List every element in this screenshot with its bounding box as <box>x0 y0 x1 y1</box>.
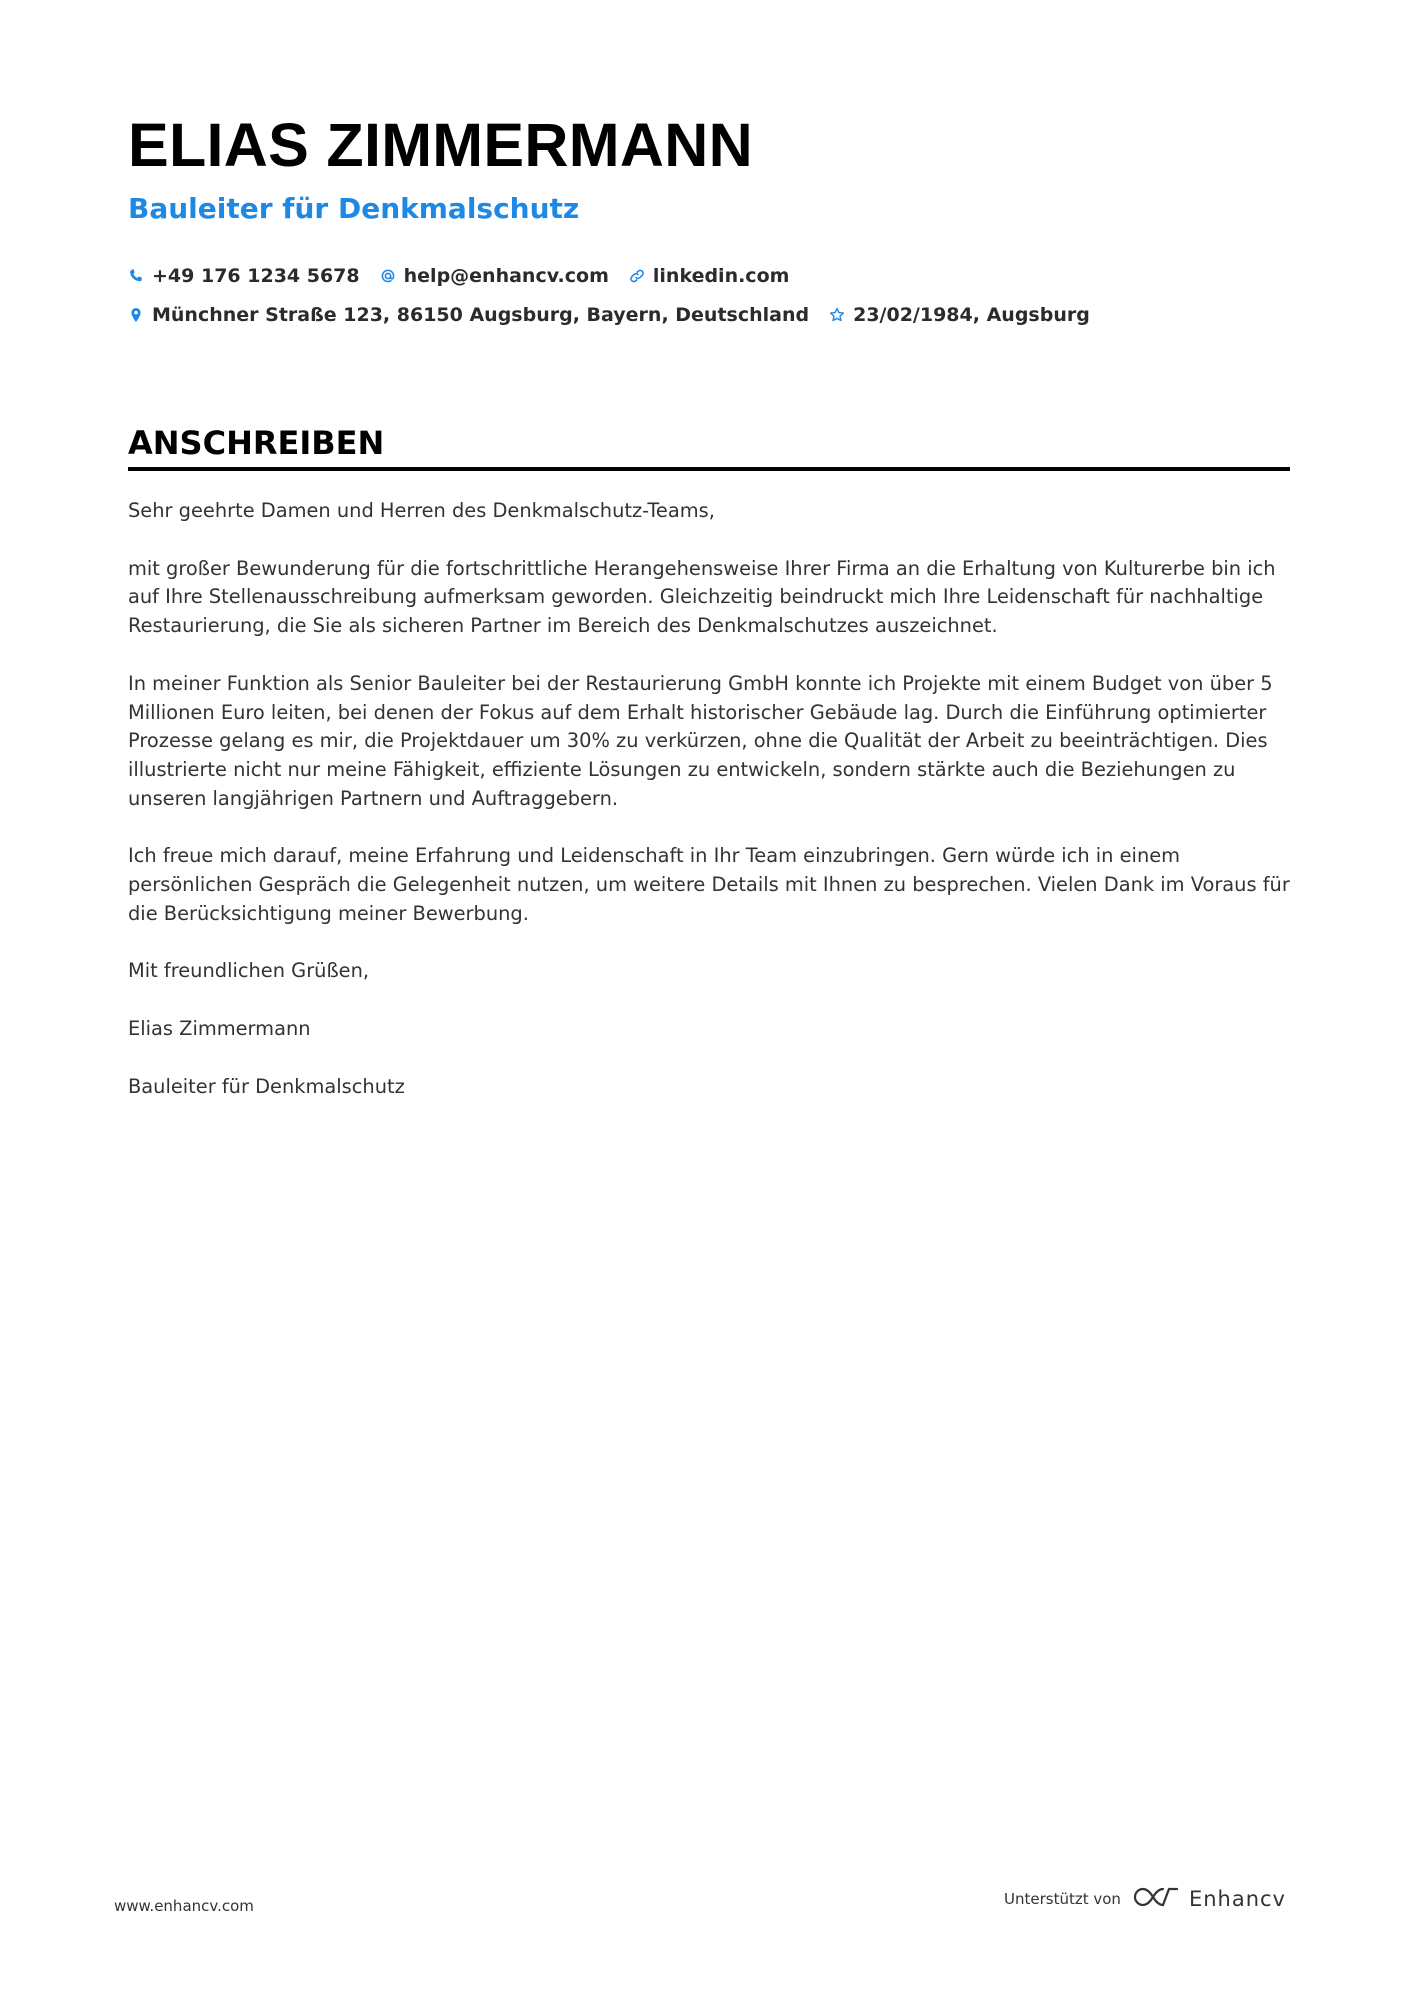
contact-linkedin[interactable] <box>629 265 790 287</box>
enhancv-logo-icon <box>1121 1884 1179 1914</box>
phone-text: +49 176 1234 5678 <box>152 264 360 287</box>
footer-branding[interactable] <box>1004 1884 1286 1914</box>
at-icon <box>380 268 396 284</box>
job-title: Bauleiter für Denkmalschutz <box>128 192 580 225</box>
contact-info <box>128 256 1290 334</box>
section-divider <box>128 467 1290 471</box>
brand-name: Enhancv <box>1188 1887 1286 1911</box>
location-pin-icon <box>128 307 144 323</box>
letter-closing: Mit freundlichen Grüßen, <box>128 959 370 983</box>
birth-text: 23/02/1984, Augsburg <box>853 303 1090 326</box>
powered-by-text: Unterstützt von <box>1004 1890 1121 1908</box>
candidate-name: ELIAS ZIMMERMANN <box>128 111 753 179</box>
signature-title: Bauleiter für Denkmalschutz <box>128 1074 405 1098</box>
signature-name: Elias Zimmermann <box>128 1017 311 1041</box>
link-icon <box>629 268 645 284</box>
letter-paragraph: Ich freue mich darauf, meine Erfahrung und Leidenschaft in Ihr Team einzubringen. Gern würde ich in einem persönlichen Gespräch die Gelegenheit nutzen, um weitere Details mit Ihnen zu besprechen. Vielen Dank im Voraus für die Berücksichtigung meiner Bewerbung. <box>128 844 1290 925</box>
contact-phone[interactable] <box>128 265 360 287</box>
contact-address <box>128 304 809 326</box>
contact-email[interactable] <box>380 265 609 287</box>
letter-body <box>128 497 1290 1102</box>
section-title: ANSCHREIBEN <box>128 424 385 462</box>
address-text: Münchner Straße 123, 86150 Augsburg, Bayern, Deutschland <box>152 303 810 326</box>
cover-letter-section <box>128 423 1290 1102</box>
email-text: help@enhancv.com <box>403 264 609 287</box>
cover-letter-page <box>128 110 1290 1131</box>
contact-row <box>128 256 1290 295</box>
contact-row <box>128 295 1290 334</box>
contact-birth <box>829 304 1090 326</box>
phone-icon <box>128 268 144 284</box>
footer-website[interactable]: www.enhancv.com <box>114 1897 254 1915</box>
linkedin-text: linkedin.com <box>652 264 790 287</box>
letter-greeting: Sehr geehrte Damen und Herren des Denkmalschutz-Teams, <box>128 499 715 522</box>
star-icon <box>829 307 845 323</box>
letter-paragraph: In meiner Funktion als Senior Bauleiter bei der Restaurierung GmbH konnte ich Projekte mit einem Budget von über 5 Millionen Euro leiten, bei denen der Fokus auf dem Erhalt historischer Gebäude lag. Durch die Einführung optimierter Prozesse gelang es mir, die Projektdauer um 30% zu verkürzen, ohne die Qualität der Arbeit zu beeinträchtigen. Dies illustrierte nicht nur meine Fähigkeit, effiziente Lösungen zu entwickeln, sondern stärkte auch die Beziehungen zu unseren langjährigen Partnern und Auftraggebern. <box>128 671 1273 810</box>
letter-paragraph: mit großer Bewunderung für die fortschrittliche Herangehensweise Ihrer Firma an die Erhaltung von Kulturerbe bin ich auf Ihre Stellenausschreibung aufmerksam geworden. Gleichzeitig beindruckt mich Ihre Leidenschaft für nachhaltige Restaurierung, die Sie als sicheren Partner im Bereich des Denkmalschutzes auszeichnet. <box>128 556 1276 638</box>
